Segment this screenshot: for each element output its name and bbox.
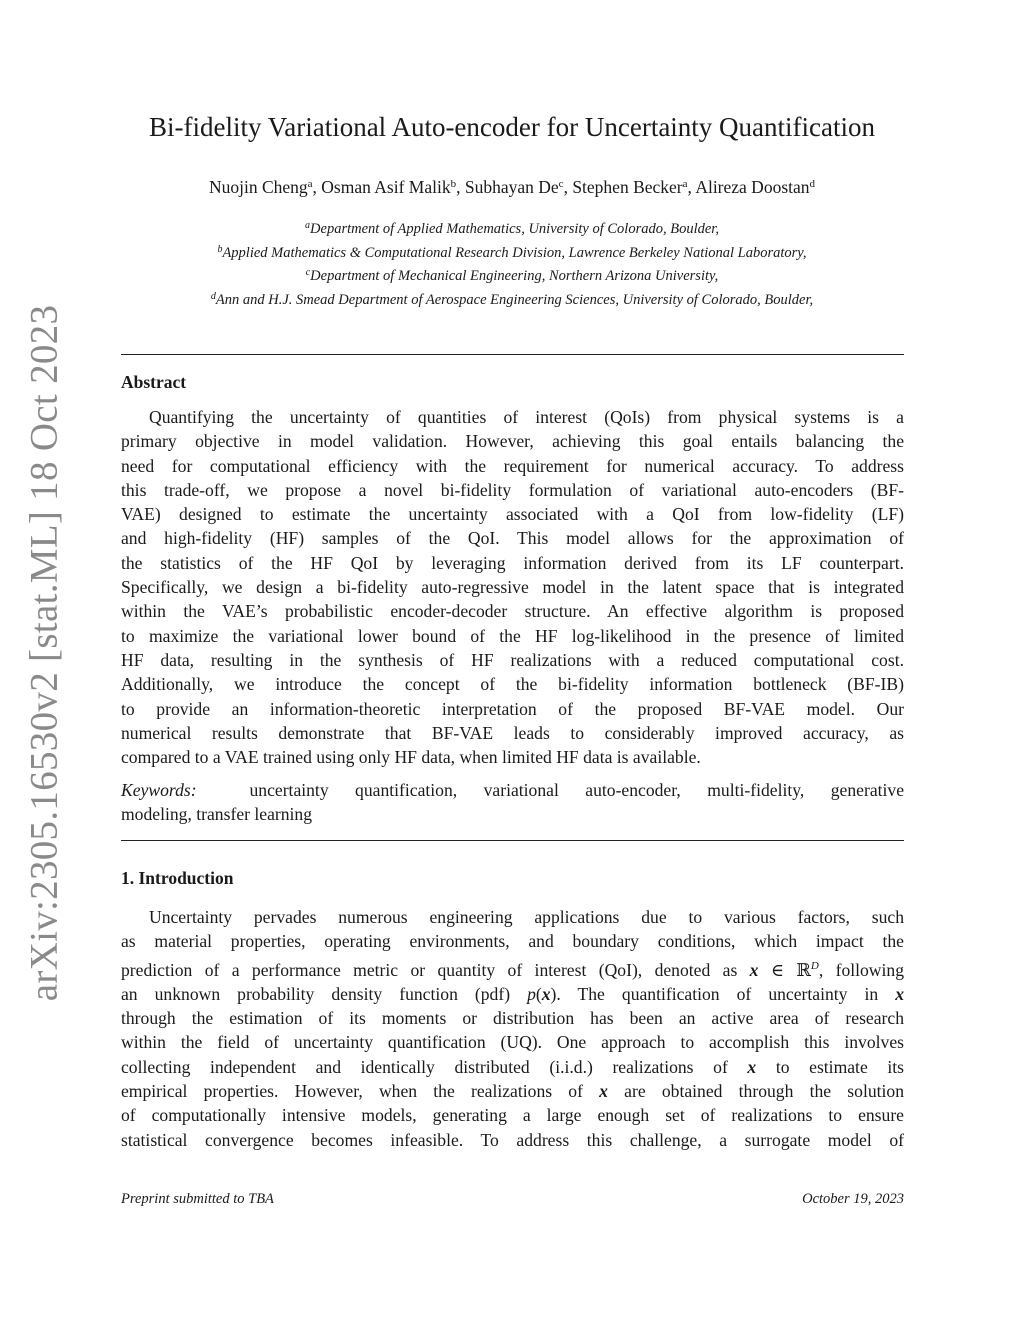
intro-line bbox=[121, 1079, 904, 1103]
keywords-line: modeling, transfer learning bbox=[121, 804, 313, 825]
keywords-text: uncertainty quantification, variational auto-encoder, multi-fidelity, generative bbox=[249, 780, 905, 800]
abstract-line: need for computational efficiency with the requirement for numerical accuracy. To address bbox=[121, 455, 904, 476]
abstract-line: VAE) designed to estimate the uncertainty associated with a QoI from low-fidelity (LF) bbox=[121, 504, 904, 525]
author-affiliation-mark: d bbox=[809, 178, 816, 190]
affiliation-list bbox=[100, 216, 924, 310]
math-superscript: D bbox=[810, 959, 819, 972]
keywords-block bbox=[121, 778, 904, 827]
abstract-heading: Abstract bbox=[121, 372, 187, 392]
author-name: Stephen Becker bbox=[572, 177, 683, 197]
affiliation-text: Department of Mechanical Engineering, Northern Arizona University, bbox=[310, 268, 719, 284]
introduction-heading: 1. Introduction bbox=[121, 868, 234, 888]
math-symbol: x bbox=[541, 983, 551, 1004]
math-symbol: x bbox=[599, 1080, 608, 1101]
paper-title: Bi-fidelity Variational Auto-encoder for Uncertainty Quantification bbox=[148, 112, 876, 142]
abstract-line: compared to a VAE trained using only HF data, when limited HF data is available. bbox=[121, 747, 701, 768]
intro-line bbox=[121, 954, 904, 982]
author-separator: , bbox=[312, 177, 322, 197]
math-symbol: ( bbox=[535, 983, 542, 1004]
intro-line: through the estimation of its moments or distribution has been an active area of research bbox=[121, 1008, 904, 1029]
author-separator: , bbox=[687, 177, 696, 197]
author-affiliation-mark: a bbox=[307, 178, 313, 190]
author-name: Subhayan De bbox=[464, 177, 559, 197]
affiliation bbox=[100, 216, 924, 240]
author-affiliation-mark: a bbox=[682, 178, 688, 190]
intro-line bbox=[121, 1055, 904, 1079]
author-name: Alireza Doostan bbox=[695, 177, 810, 197]
introduction-body bbox=[121, 905, 904, 1152]
intro-line: of computationally intensive models, generating a large enough set of realizations to ensure bbox=[121, 1105, 904, 1126]
math-symbol: x bbox=[747, 1056, 757, 1077]
author-separator: , bbox=[563, 177, 573, 197]
author-name: Osman Asif Malik bbox=[321, 177, 451, 197]
math-symbol: x bbox=[895, 983, 904, 1004]
abstract-line: to provide an information-theoretic interpretation of the proposed BF-VAE model. Our bbox=[121, 698, 904, 719]
author-list bbox=[120, 177, 904, 198]
intro-text: are obtained through the solution bbox=[607, 1080, 904, 1101]
abstract-line: the statistics of the HF QoI by leveraging information derived from its LF counterpart. bbox=[121, 552, 904, 573]
intro-line: within the field of uncertainty quantification (UQ). One approach to accomplish this involves bbox=[121, 1032, 904, 1053]
abstract-line: within the VAE’s probabilistic encoder-decoder structure. An effective algorithm is proposed bbox=[121, 601, 904, 622]
abstract-body bbox=[121, 405, 904, 769]
abstract-line: primary objective in model validation. However, achieving this goal entails balancing the bbox=[121, 431, 904, 452]
abstract-line: and high-fidelity (HF) samples of the QoI. This model allows for the approximation of bbox=[121, 528, 904, 549]
intro-text: . The quantification of uncertainty in bbox=[556, 983, 896, 1004]
abstract-line: HF data, resulting in the synthesis of HF realizations with a reduced computational cost. bbox=[121, 649, 904, 670]
affiliation bbox=[100, 287, 924, 311]
affiliation-mark: b bbox=[217, 243, 223, 255]
author-name: Nuojin Cheng bbox=[208, 177, 308, 197]
footer-date: October 19, 2023 bbox=[802, 1191, 904, 1207]
intro-text: collecting independent and identically distributed (i.i.d.) realizations of bbox=[121, 1056, 748, 1077]
author-affiliation-mark: b bbox=[450, 178, 457, 190]
affiliation bbox=[100, 240, 924, 264]
intro-text: prediction of a performance metric or quantity of interest (QoI), denoted as bbox=[121, 959, 750, 980]
math-symbol: p bbox=[527, 983, 536, 1004]
intro-line: statistical convergence becomes infeasible. To address this challenge, a surrogate model of bbox=[121, 1129, 904, 1150]
footer-preprint-note: Preprint submitted to TBA bbox=[121, 1191, 274, 1207]
math-symbol: ∈ ℝ bbox=[758, 959, 811, 980]
intro-line bbox=[121, 982, 904, 1006]
intro-text: to estimate its bbox=[756, 1056, 904, 1077]
abstract-line: this trade-off, we propose a novel bi-fidelity formulation of variational auto-encoders (BF- bbox=[121, 479, 904, 500]
author-separator: , bbox=[456, 177, 465, 197]
affiliation-mark: d bbox=[210, 290, 216, 302]
affiliation-mark: a bbox=[305, 220, 311, 231]
intro-text: an unknown probability density function (pdf) bbox=[121, 983, 528, 1004]
affiliation-text: Department of Applied Mathematics, University of Colorado, Boulder, bbox=[310, 221, 719, 237]
math-symbol: ) bbox=[550, 983, 557, 1004]
arxiv-identifier: arXiv:2305.16530v2 [stat.ML] 18 Oct 2023 bbox=[22, 304, 66, 1002]
abstract-line: Quantifying the uncertainty of quantities of interest (QoIs) from physical systems is a bbox=[149, 407, 904, 427]
affiliation-mark: c bbox=[305, 267, 311, 278]
abstract-line: Specifically, we design a bi-fidelity auto-regressive model in the latent space that is integrated bbox=[121, 577, 904, 598]
abstract-line: Additionally, we introduce the concept of the bi-fidelity information bottleneck (BF-IB) bbox=[121, 674, 904, 695]
keywords-label: Keywords: bbox=[121, 780, 197, 800]
abstract-top-divider bbox=[121, 354, 904, 355]
intro-text: , following bbox=[818, 959, 904, 980]
intro-line: Uncertainty pervades numerous engineering applications due to various factors, such bbox=[149, 907, 904, 927]
affiliation-text: Ann and H.J. Smead Department of Aerospace Engineering Sciences, University of Colorado, Boulder, bbox=[215, 291, 814, 308]
author-affiliation-mark: c bbox=[558, 178, 564, 190]
abstract-bottom-divider bbox=[121, 840, 904, 841]
intro-line: as material properties, operating environments, and boundary conditions, which impact the bbox=[121, 931, 904, 952]
affiliation-text: Applied Mathematics & Computational Research Division, Lawrence Berkeley National Laboratory, bbox=[222, 244, 807, 261]
math-symbol: x bbox=[749, 959, 759, 980]
keywords-line bbox=[121, 778, 904, 802]
abstract-line: to maximize the variational lower bound of the HF log-likelihood in the presence of limited bbox=[121, 625, 904, 646]
intro-text: empirical properties. However, when the realizations of bbox=[121, 1080, 600, 1101]
abstract-line: numerical results demonstrate that BF-VAE leads to considerably improved accuracy, as bbox=[121, 722, 904, 743]
affiliation bbox=[100, 263, 924, 287]
